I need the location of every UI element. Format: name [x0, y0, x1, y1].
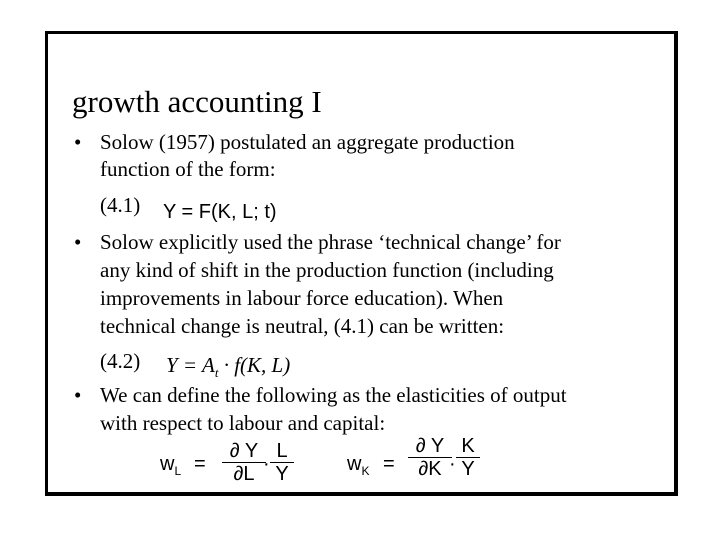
- fraction-numerator: ∂ Y: [229, 440, 259, 462]
- fraction-denominator: Y: [461, 458, 475, 480]
- equation-4-2-subscript: t: [214, 365, 219, 381]
- elasticity-capital-lhs: [347, 453, 369, 478]
- bullet-1-line-1: Solow (1957) postulated an aggregate production: [100, 130, 515, 154]
- fraction-numerator: K: [461, 435, 475, 457]
- elasticity-labour-fraction-2: [270, 440, 294, 485]
- elasticity-labour-equals: =: [194, 453, 206, 475]
- slide-title: growth accounting I: [72, 84, 322, 119]
- fraction-numerator: ∂ Y: [415, 435, 445, 457]
- equation-4-2-label: (4.2): [100, 349, 141, 373]
- equation-4-1: Y = F(K, L; t): [163, 201, 277, 223]
- fraction-numerator: L: [276, 440, 288, 462]
- bullet-2-line-3: improvements in labour force education). When: [100, 286, 504, 310]
- elasticity-capital-fraction-2: [456, 435, 480, 480]
- bullet-1-line-2: function of the form:: [100, 157, 276, 181]
- fraction-denominator: Y: [275, 463, 289, 485]
- elasticity-labour-lhs: [160, 453, 181, 478]
- bullet-2-line-1: Solow explicitly used the phrase ‘technical change’ for: [100, 230, 561, 254]
- elasticity-capital-dot: ·: [449, 453, 456, 475]
- elasticity-capital-equals: =: [383, 453, 395, 475]
- bullet-3-line-2: with respect to labour and capital:: [100, 411, 386, 435]
- bullet-2-line-2: any kind of shift in the production function (including: [100, 258, 554, 282]
- bullet-marker: •: [74, 383, 82, 407]
- equation-4-1-label: (4.1): [100, 193, 141, 217]
- elasticity-capital-subscript: K: [361, 464, 370, 478]
- bullet-marker: •: [74, 230, 82, 254]
- elasticity-labour-subscript: L: [174, 464, 182, 478]
- bullet-2-line-4: technical change is neutral, (4.1) can be written:: [100, 314, 505, 338]
- elasticity-labour-dot: ·: [263, 453, 270, 475]
- bullet-3-line-1: We can define the following as the elasticities of output: [100, 383, 567, 407]
- elasticity-capital-symbol: w: [347, 453, 362, 475]
- bullet-marker: •: [74, 130, 82, 154]
- fraction-denominator: ∂L: [233, 463, 255, 485]
- elasticity-capital-fraction-1: [408, 435, 452, 480]
- elasticity-labour-fraction-1: [222, 440, 266, 485]
- fraction-denominator: ∂K: [418, 458, 442, 480]
- elasticity-labour-symbol: w: [160, 453, 175, 475]
- equation-4-2-rhs: · f(K, L): [218, 353, 291, 377]
- equation-4-2: [166, 353, 290, 381]
- equation-4-2-lhs: Y = A: [166, 353, 215, 377]
